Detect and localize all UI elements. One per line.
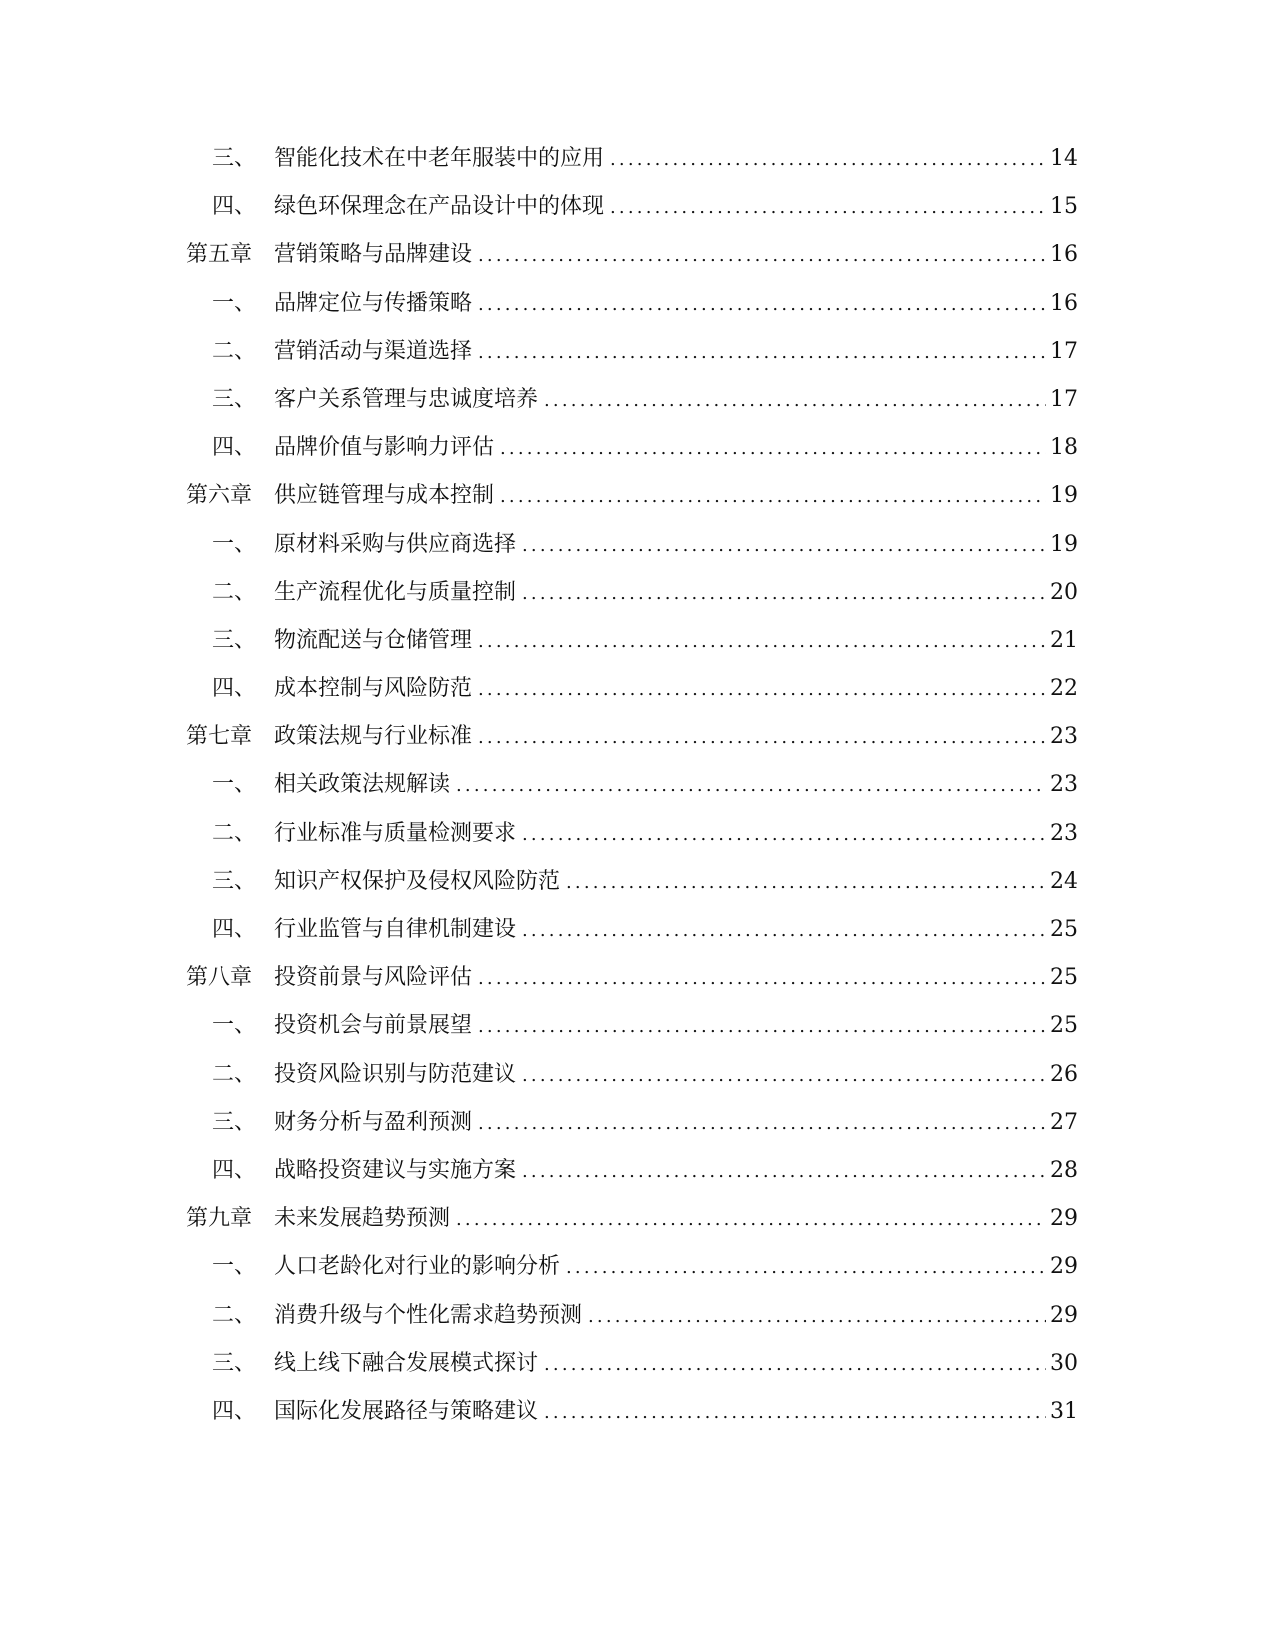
toc-section-entry[interactable]	[186, 913, 1078, 961]
toc-page-number: 25	[1050, 917, 1078, 942]
toc-page-number: 29	[1050, 1254, 1078, 1280]
toc-section-entry[interactable]	[186, 1347, 1078, 1395]
toc-section-entry[interactable]	[186, 528, 1078, 576]
toc-dot-leader	[478, 1010, 1046, 1044]
toc-chapter-entry[interactable]	[186, 479, 1078, 527]
toc-section-entry[interactable]	[186, 1058, 1078, 1106]
toc-entry-number: 一、	[212, 531, 257, 557]
toc-section-entry[interactable]	[186, 768, 1078, 816]
toc-chapter-entry[interactable]	[186, 1202, 1078, 1250]
toc-entry-title: 品牌定位与传播策略	[274, 290, 473, 316]
toc-page-number: 16	[1050, 290, 1078, 316]
toc-section-entry[interactable]	[186, 672, 1078, 720]
toc-dot-leader	[544, 384, 1046, 418]
toc-entry-number: 二、	[212, 579, 257, 605]
toc-dot-leader	[478, 288, 1046, 322]
toc-entry-number: 一、	[212, 772, 257, 798]
toc-entry-title: 投资前景与风险评估	[274, 965, 473, 991]
toc-entry-title: 战略投资建议与实施方案	[274, 1157, 517, 1183]
toc-page-number: 17	[1050, 386, 1078, 412]
toc-section-entry[interactable]	[186, 817, 1078, 865]
toc-dot-leader	[500, 432, 1046, 466]
toc-section-entry[interactable]	[186, 1395, 1078, 1443]
toc-entry-number: 二、	[212, 1302, 257, 1328]
toc-entry-title: 生产流程优化与质量控制	[274, 579, 517, 605]
toc-section-entry[interactable]	[186, 576, 1078, 624]
toc-entry-title: 品牌价值与影响力评估	[274, 435, 495, 461]
toc-entry-title: 供应链管理与成本控制	[274, 483, 495, 509]
toc-entry-number: 第八章	[186, 965, 253, 991]
toc-page-number: 22	[1050, 676, 1078, 702]
toc-entry-number: 第六章	[186, 483, 253, 509]
toc-entry-title: 行业标准与质量检测要求	[274, 820, 517, 846]
toc-entry-number: 第七章	[186, 724, 253, 750]
toc-dot-leader	[522, 1155, 1046, 1189]
toc-entry-number: 四、	[212, 676, 257, 702]
toc-entry-number: 四、	[212, 194, 257, 220]
toc-page-number: 19	[1050, 531, 1078, 557]
toc-entry-title: 原材料采购与供应商选择	[274, 531, 517, 557]
toc-entry-title: 相关政策法规解读	[274, 772, 451, 798]
toc-section-entry[interactable]	[186, 1106, 1078, 1154]
toc-dot-leader	[566, 866, 1046, 900]
toc-entry-number: 第九章	[186, 1206, 253, 1232]
toc-page-number: 23	[1050, 772, 1078, 798]
toc-dot-leader	[566, 1251, 1046, 1285]
toc-entry-title: 未来发展趋势预测	[274, 1206, 451, 1232]
toc-entry-number: 三、	[212, 627, 257, 653]
toc-entry-number: 四、	[212, 917, 257, 942]
toc-page-number: 18	[1050, 435, 1078, 461]
toc-dot-leader	[478, 962, 1046, 996]
toc-dot-leader	[544, 1396, 1046, 1430]
toc-page-number: 21	[1050, 627, 1078, 653]
toc-entry-title: 绿色环保理念在产品设计中的体现	[274, 194, 605, 220]
toc-entry-title: 营销活动与渠道选择	[274, 338, 473, 364]
toc-dot-leader	[544, 1348, 1046, 1382]
toc-page-number: 31	[1050, 1398, 1078, 1424]
toc-dot-leader	[478, 721, 1046, 755]
toc-section-entry[interactable]	[186, 865, 1078, 913]
toc-dot-leader	[456, 1203, 1046, 1237]
toc-entry-title: 投资机会与前景展望	[274, 1013, 473, 1039]
toc-entry-number: 二、	[212, 1061, 257, 1087]
toc-entry-title: 物流配送与仓储管理	[274, 627, 473, 653]
toc-page-number: 25	[1050, 965, 1078, 991]
toc-section-entry[interactable]	[186, 142, 1078, 190]
toc-entry-number: 一、	[212, 290, 257, 316]
toc-dot-leader	[522, 1059, 1046, 1093]
toc-dot-leader	[500, 480, 1046, 514]
toc-section-entry[interactable]	[186, 287, 1078, 335]
toc-dot-leader	[478, 673, 1046, 707]
toc-dot-leader	[522, 914, 1046, 948]
toc-entry-number: 三、	[212, 386, 257, 412]
toc-dot-leader	[456, 769, 1046, 803]
toc-entry-number: 二、	[212, 820, 257, 846]
toc-page-number: 23	[1050, 724, 1078, 750]
toc-chapter-entry[interactable]	[186, 238, 1078, 286]
toc-entry-number: 三、	[212, 1350, 257, 1376]
toc-page-number: 17	[1050, 338, 1078, 364]
toc-entry-number: 四、	[212, 1398, 257, 1424]
toc-section-entry[interactable]	[186, 1154, 1078, 1202]
toc-section-entry[interactable]	[186, 335, 1078, 383]
toc-section-entry[interactable]	[186, 431, 1078, 479]
toc-page-number: 28	[1050, 1157, 1078, 1183]
toc-entry-title: 政策法规与行业标准	[274, 724, 473, 750]
toc-chapter-entry[interactable]	[186, 961, 1078, 1009]
toc-entry-title: 国际化发展路径与策略建议	[274, 1398, 539, 1424]
toc-page-number: 16	[1050, 242, 1078, 268]
toc-page-number: 29	[1050, 1302, 1078, 1328]
toc-dot-leader	[522, 529, 1046, 563]
toc-dot-leader	[522, 818, 1046, 852]
toc-chapter-entry[interactable]	[186, 720, 1078, 768]
toc-page-number: 25	[1050, 1013, 1078, 1039]
toc-section-entry[interactable]	[186, 383, 1078, 431]
toc-entry-title: 行业监管与自律机制建设	[274, 917, 517, 942]
toc-page-number: 29	[1050, 1206, 1078, 1232]
toc-page-number: 15	[1050, 194, 1078, 220]
toc-section-entry[interactable]	[186, 190, 1078, 238]
toc-dot-leader	[588, 1300, 1046, 1334]
toc-entry-title: 成本控制与风险防范	[274, 676, 473, 702]
toc-page-number: 30	[1050, 1350, 1078, 1376]
toc-entry-title: 人口老龄化对行业的影响分析	[274, 1254, 561, 1280]
toc-entry-title: 智能化技术在中老年服装中的应用	[274, 146, 605, 171]
toc-entry-number: 二、	[212, 338, 257, 364]
toc-page-number: 23	[1050, 820, 1078, 846]
toc-dot-leader	[478, 336, 1046, 370]
toc-section-entry[interactable]	[186, 624, 1078, 672]
toc-entry-number: 三、	[212, 146, 257, 171]
table-of-contents	[186, 142, 1078, 1443]
toc-entry-title: 消费升级与个性化需求趋势预测	[274, 1302, 583, 1328]
toc-entry-title: 营销策略与品牌建设	[274, 242, 473, 268]
toc-entry-number: 一、	[212, 1013, 257, 1039]
toc-entry-number: 一、	[212, 1254, 257, 1280]
toc-entry-title: 财务分析与盈利预测	[274, 1109, 473, 1135]
toc-entry-number: 三、	[212, 868, 257, 894]
toc-dot-leader	[522, 577, 1046, 611]
toc-entry-title: 线上线下融合发展模式探讨	[274, 1350, 539, 1376]
toc-entry-title: 客户关系管理与忠诚度培养	[274, 386, 539, 412]
toc-entry-number: 三、	[212, 1109, 257, 1135]
toc-entry-number: 第五章	[186, 242, 253, 268]
toc-entry-number: 四、	[212, 435, 257, 461]
toc-dot-leader	[610, 191, 1046, 225]
toc-section-entry[interactable]	[186, 1009, 1078, 1057]
toc-entry-title: 投资风险识别与防范建议	[274, 1061, 517, 1087]
toc-page-number: 20	[1050, 579, 1078, 605]
toc-section-entry[interactable]	[186, 1299, 1078, 1347]
toc-page-number: 26	[1050, 1061, 1078, 1087]
toc-entry-title: 知识产权保护及侵权风险防范	[274, 868, 561, 894]
toc-dot-leader	[478, 1107, 1046, 1141]
toc-dot-leader	[610, 143, 1046, 177]
toc-page-number: 27	[1050, 1109, 1078, 1135]
toc-page-number: 19	[1050, 483, 1078, 509]
toc-entry-number: 四、	[212, 1157, 257, 1183]
toc-dot-leader	[478, 625, 1046, 659]
toc-dot-leader	[478, 239, 1046, 273]
toc-section-entry[interactable]	[186, 1250, 1078, 1298]
toc-page-number: 24	[1050, 868, 1078, 894]
toc-page-number: 14	[1050, 146, 1078, 171]
